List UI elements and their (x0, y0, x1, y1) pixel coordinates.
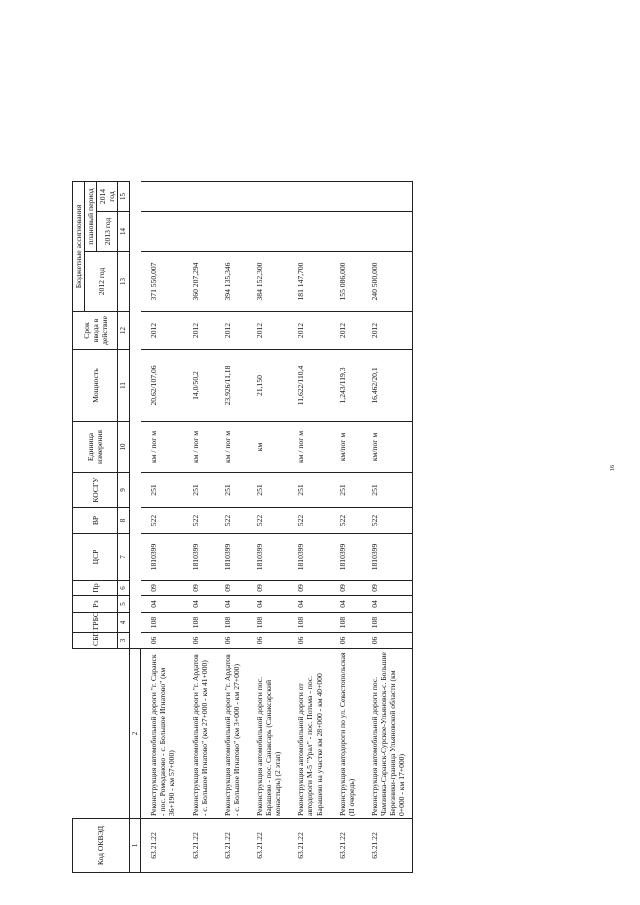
table-row (215, 37, 247, 872)
col-number: 12 (118, 312, 129, 350)
header-csr: ЦСР (73, 534, 118, 581)
header-name (73, 649, 130, 819)
cell-unit: км/пог м (362, 422, 413, 473)
cell-2012: 384 152,300 (247, 252, 288, 312)
cell-csr: 1810399 (141, 534, 183, 581)
col-number: 14 (118, 212, 129, 252)
col-number: 3 (118, 633, 129, 649)
cell-csr: 1810399 (183, 534, 215, 581)
col-number: 5 (118, 596, 129, 613)
cell-csr: 1810399 (247, 534, 288, 581)
cell-unit: км / пог м (141, 422, 183, 473)
cell-2012: 394 135,346 (215, 252, 247, 312)
cell-2014 (141, 181, 183, 211)
cell-term: 2012 (288, 312, 329, 350)
cell-2013 (183, 212, 215, 252)
header-planned: плановый период (85, 181, 97, 251)
col-number: 10 (118, 422, 129, 473)
cell-2013 (215, 212, 247, 252)
cell-unit: км / пог м (215, 422, 247, 473)
cell-rz: 04 (288, 596, 329, 613)
cell-rz: 04 (247, 596, 288, 613)
cell-pr: 09 (141, 581, 183, 596)
cell-kosgu: 251 (247, 473, 288, 508)
table-row (247, 37, 288, 872)
col-number: 8 (118, 508, 129, 534)
cell-term: 2012 (247, 312, 288, 350)
cell-rz: 04 (141, 596, 183, 613)
cell-kosgu: 251 (288, 473, 329, 508)
cell-vr: 522 (288, 508, 329, 534)
col-number: 11 (118, 350, 129, 422)
header-term: Срок ввода в действие (73, 312, 118, 350)
cell-2013 (288, 212, 329, 252)
cell-vr: 522 (183, 508, 215, 534)
cell-rz: 04 (362, 596, 413, 613)
table-row (183, 37, 215, 872)
table-row (362, 37, 413, 872)
cell-name: Реконструкция автомобильной дороги "г. Ардатов - с. Большое Игнатово" (км 27+000 - км 41+000) (183, 649, 215, 819)
cell-sbp: 06 (141, 633, 183, 649)
cell-unit: км/пог м (330, 422, 362, 473)
cell-name: Реконструкция автомобильной дороги "г. Ардатов - с. Большое Игнатово" (км 3+000 - км 27+000) (215, 649, 247, 819)
cell-2012: 240 500,000 (362, 252, 413, 312)
cell-2013 (330, 212, 362, 252)
cell-2012: 181 147,700 (288, 252, 329, 312)
col-number: 1 (129, 819, 140, 873)
header-blank (73, 37, 130, 181)
cell-pr: 09 (362, 581, 413, 596)
header-2013: 2013 год (97, 212, 118, 252)
cell-sbp: 06 (362, 633, 413, 649)
cell-grbs: 108 (288, 613, 329, 633)
cell-power: 21,150 (247, 350, 288, 422)
cell-2012: 371 550,007 (141, 252, 183, 312)
table-row (330, 37, 362, 872)
cell-kosgu: 251 (215, 473, 247, 508)
col-number: 15 (118, 181, 129, 211)
cell-sbp: 06 (183, 633, 215, 649)
header-grbs: ГРБС (73, 613, 118, 633)
col-number: 2 (129, 649, 140, 819)
cell-grbs: 108 (247, 613, 288, 633)
cell-name: Реконструкция автодороги по ул. Севастопольская (II очередь) (330, 649, 362, 819)
cell-term: 2012 (141, 312, 183, 350)
cell-csr: 1810399 (215, 534, 247, 581)
cell-grbs: 108 (183, 613, 215, 633)
cell-vr: 522 (330, 508, 362, 534)
cell-2013 (141, 212, 183, 252)
cell-csr: 1810399 (288, 534, 329, 581)
cell-2014 (330, 181, 362, 211)
cell-2014 (215, 181, 247, 211)
cell-kosgu: 251 (330, 473, 362, 508)
cell-name: Реконструкция автомобильной дороги "г. Саранск - пос. Ромоданово - с. Большое Игнатово" (км 36+190 - км 57+000) (141, 649, 183, 819)
cell-power: 14,0/50,2 (183, 350, 215, 422)
table-row (141, 37, 183, 872)
cell-vr: 522 (215, 508, 247, 534)
cell-power: 20,62/107,06 (141, 350, 183, 422)
header-sbp: СБП (73, 633, 118, 649)
header-vr: ВР (73, 508, 118, 534)
cell-name: Реконструкция автомобильной дороги пос. Чамзинка-Саранск-Сурское-Ульяновск-с. Большие Березники-граница Ульяновской области (км 0+000 - км 17+000) (362, 649, 413, 819)
cell-2014 (362, 181, 413, 211)
cell-sbp: 06 (247, 633, 288, 649)
cell-kod: 63.21.22 (215, 819, 247, 873)
col-number: 13 (118, 252, 129, 312)
budget-table (72, 37, 413, 873)
header-2014: 2014 год (97, 181, 118, 211)
cell-sbp: 06 (330, 633, 362, 649)
cell-power: 23,926/11,18 (215, 350, 247, 422)
cell-pr: 09 (247, 581, 288, 596)
cell-term: 2012 (183, 312, 215, 350)
cell-2013 (247, 212, 288, 252)
header-unit: Единица измерения (73, 422, 118, 473)
header-kosgu: КОСГУ (73, 473, 118, 508)
page-number: 16 (610, 465, 616, 471)
cell-grbs: 108 (215, 613, 247, 633)
cell-pr: 09 (330, 581, 362, 596)
cell-name: Реконструкция автомобильной дороги пос. Барашево - пос. Санаксарь (Санаксарский монастырь) (2 этап) (247, 649, 288, 819)
cell-2014 (247, 181, 288, 211)
col-number: 6 (118, 581, 129, 596)
cell-unit: км / пог м (288, 422, 329, 473)
header-power: Мощность (73, 350, 118, 422)
cell-sbp: 06 (288, 633, 329, 649)
cell-power: 16,462/20,1 (362, 350, 413, 422)
cell-csr: 1810399 (330, 534, 362, 581)
cell-vr: 522 (141, 508, 183, 534)
header-rz: Рз (73, 596, 118, 613)
cell-kosgu: 251 (183, 473, 215, 508)
cell-kod: 63.21.22 (183, 819, 215, 873)
cell-grbs: 108 (141, 613, 183, 633)
header-2012: 2012 год (85, 252, 118, 312)
cell-kod: 63.21.22 (288, 819, 329, 873)
cell-2014 (183, 181, 215, 211)
header-pr: Пр (73, 581, 118, 596)
cell-2013 (362, 212, 413, 252)
col-number: 7 (118, 534, 129, 581)
cell-2014 (288, 181, 329, 211)
cell-2012: 155 086,000 (330, 252, 362, 312)
cell-kod: 63.21.22 (362, 819, 413, 873)
cell-pr: 09 (215, 581, 247, 596)
cell-csr: 1810399 (362, 534, 413, 581)
cell-unit: км / пог м (183, 422, 215, 473)
cell-pr: 09 (288, 581, 329, 596)
cell-grbs: 108 (330, 613, 362, 633)
cell-term: 2012 (215, 312, 247, 350)
cell-name: Реконструкция автомобильной дороги от автодороги М-5 "Урал" - пос. Потьма - пос. Барашево на участке км 28+000 - км 40+000 (288, 649, 329, 819)
cell-kod: 63.21.22 (330, 819, 362, 873)
cell-vr: 522 (247, 508, 288, 534)
cell-sbp: 06 (215, 633, 247, 649)
cell-power: 11,622/110,4 (288, 350, 329, 422)
cell-term: 2012 (330, 312, 362, 350)
table-row (288, 37, 329, 872)
header-budget: Бюджетные ассигнования (73, 181, 85, 311)
cell-kod: 63.21.22 (247, 819, 288, 873)
cell-power: 1,243/119,3 (330, 350, 362, 422)
cell-rz: 04 (215, 596, 247, 613)
header-kod: Код ОКВЭД (73, 819, 130, 873)
cell-term: 2012 (362, 312, 413, 350)
cell-kosgu: 251 (362, 473, 413, 508)
cell-pr: 09 (183, 581, 215, 596)
col-number: 9 (118, 473, 129, 508)
cell-rz: 04 (183, 596, 215, 613)
cell-unit: км (247, 422, 288, 473)
cell-kod: 63.21.22 (141, 819, 183, 873)
cell-vr: 522 (362, 508, 413, 534)
col-number: 4 (118, 613, 129, 633)
cell-2012: 360 207,294 (183, 252, 215, 312)
cell-kosgu: 251 (141, 473, 183, 508)
cell-grbs: 108 (362, 613, 413, 633)
cell-rz: 04 (330, 596, 362, 613)
